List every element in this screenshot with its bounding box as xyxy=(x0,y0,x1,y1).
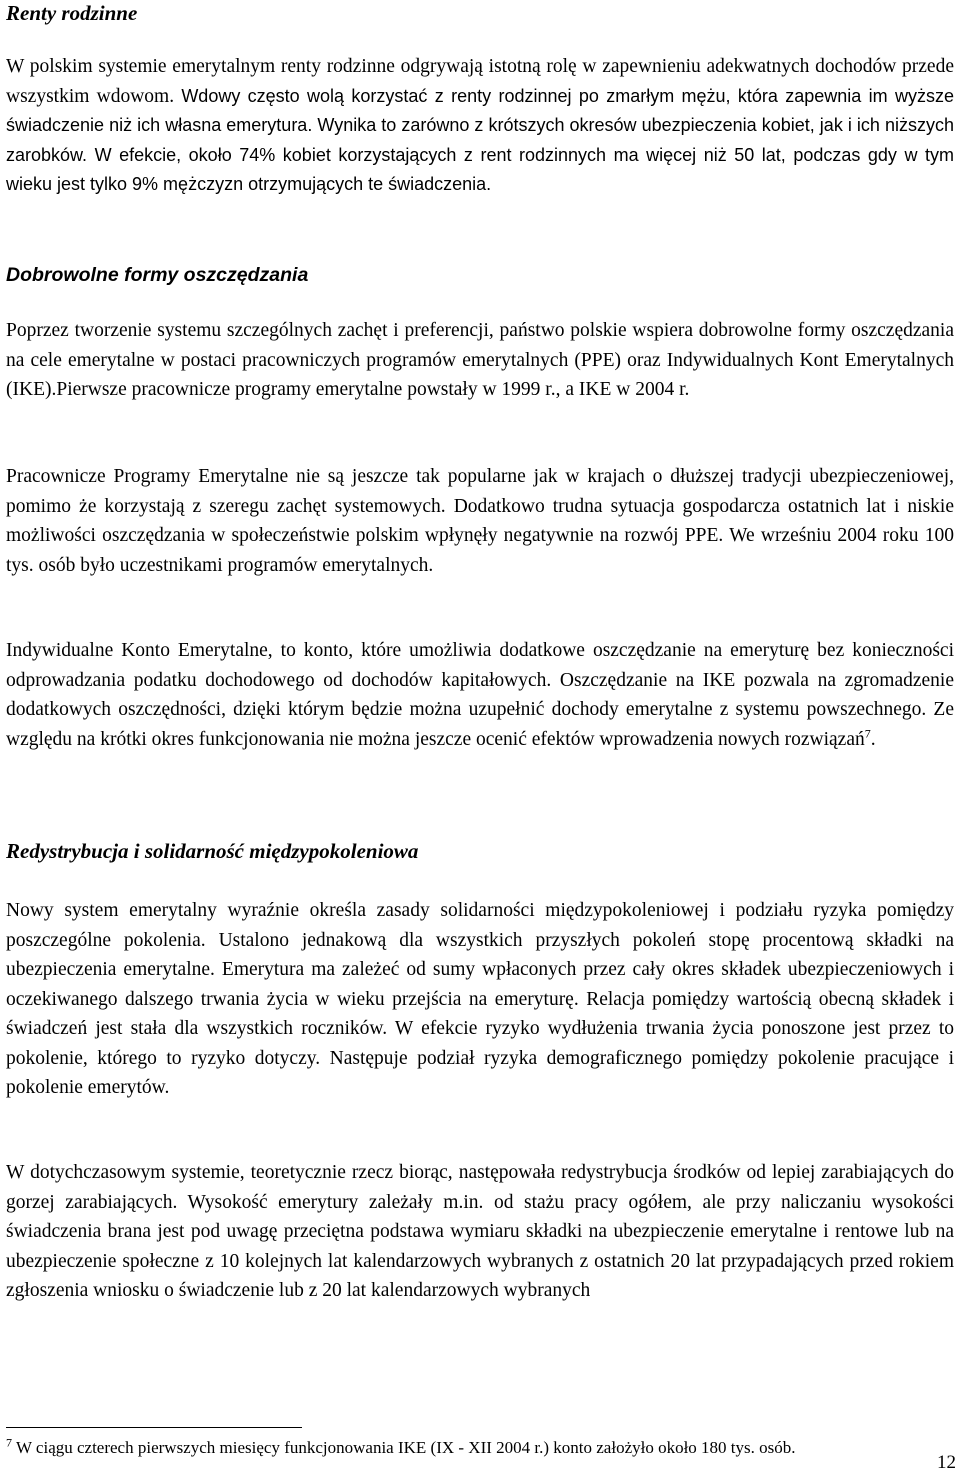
paragraph-renty-rodzinne xyxy=(6,52,954,200)
paragraph-dobrowolne-formy: Poprzez tworzenie systemu szczególnych zachęt i preferencji, państwo polskie wspiera dobrowolne formy oszczędzania na cele emerytalne w postaci pracowniczych programów emerytalnych (PPE) oraz Indywidualnych Kont Emerytalnych (IKE).Pierwsze pracownicze programy emerytalne powstały w 1999 r., a IKE w 2004 r. xyxy=(6,320,954,400)
paragraph-ike xyxy=(6,636,954,754)
paragraph-text: W polskim systemie emerytalnym renty rodzinne odgrywają istotną rolę w zapewnieniu adekwatnych dochodów przede wszystkim wdowom. xyxy=(6,56,954,107)
page-number: 12 xyxy=(937,1452,956,1473)
paragraph-ppe: Pracownicze Programy Emerytalne nie są jeszcze tak popularne jak w krajach o dłuższej tradycji ubezpieczeniowej, pomimo że korzystają z szeregu zachęt systemowych. Dodatkowo trudna sytuacja gospodarcza ostatnich lat i niskie możliwości oszczędzania w społeczeństwie polskim wpłynęły negatywnie na rozwój PPE. We wrześniu 2004 roku 100 tys. osób było uczestnikami programów emerytalnych. xyxy=(6,466,954,576)
paragraph-text: Indywidualne Konto Emerytalne, to konto, które umożliwia dodatkowe oszczędzanie na emeryturę bez konieczności odprowadzania podatku dochodowego od dochodów kapitałowych. Oszczędzanie na IKE pozwala na zgromadzenie dodatkowych oszczędności, dzięki którym będzie można uzupełnić dochody emerytalne z systemu powszechnego. Ze względu na krótki okres funkcjonowania nie można jeszcze ocenić efektów wprowadzenia nowych rozwiązań xyxy=(6,640,954,750)
footnote-number: 7 xyxy=(6,1435,12,1450)
section-heading-redystrybucja: Redystrybucja i solidarność międzypokoleniowa xyxy=(6,839,419,863)
section-heading-renty-rodzinne: Renty rodzinne xyxy=(6,1,138,25)
footnote-reference[interactable]: 7 xyxy=(864,726,871,740)
paragraph-redystrybucja: W dotychczasowym systemie, teoretycznie rzecz biorąc, następowała redystrybucja środków od lepiej zarabiających do gorzej zarabiających. Wysokość emerytury zależały m.in. od stażu pracy ogółem, ale przy naliczaniu wysokości świadczenia brana jest pod uwagę przeciętna podstawa wymiaru składki na ubezpieczenie emerytalne i rentowe lub na ubezpieczenie społeczne z 10 kolejnych lat kalendarzowych wybranych z ostatnich 20 lat przypadających przed rokiem zgłoszenia wniosku o świadczenie lub z 20 lat kalendarzowych wybranych xyxy=(6,1162,954,1301)
footnote xyxy=(6,1436,796,1460)
footnote-text: W ciągu czterech pierwszych miesięcy funkcjonowania IKE (IX - XII 2004 r.) konto założyło około 180 tys. osób. xyxy=(12,1438,796,1457)
paragraph-text: Wdowy często wolą korzystać z renty rodzinnej po zmarłym mężu, która zapewnia im wyższe świadczenie niż ich własna emerytura. Wynika to zarówno z krótszych okresów ubezpieczenia kobiet, jak i ich niższych zarobków. W efekcie, około 74% kobiet korzystających z rent rodzinnych ma więcej niż 50 lat, podczas gdy w tym wieku jest tylko 9% mężczyzn otrzymujących te świadczenia. xyxy=(6,85,954,194)
footnote-divider xyxy=(6,1427,302,1428)
paragraph-solidarnosc: Nowy system emerytalny wyraźnie określa zasady solidarności międzypokoleniowej i podziału ryzyka pomiędzy poszczególne pokolenia. Ustalono jednakową dla wszystkich przyszłych pokoleń stopę procentową składki na ubezpieczenia emerytalne. Emerytura ma zależeć od sumy wpłaconych przez cały okres składek ubezpieczeniowych i oczekiwanego dalszego trwania życia w wieku przejścia na emeryturę. Relacja pomiędzy wartością obecną składek i świadczeń jest stała dla wszystkich roczników. W efekcie ryzyko wydłużenia trwania życia ponoszone jest przez to pokolenie, którego to ryzyko dotyczy. Następuje podział ryzyka demograficznego pomiędzy pokolenie pracujące i pokolenie emerytów. xyxy=(6,900,954,1098)
paragraph-text-end: . xyxy=(870,728,876,750)
section-heading-dobrowolne-formy: Dobrowolne formy oszczędzania xyxy=(6,264,309,286)
